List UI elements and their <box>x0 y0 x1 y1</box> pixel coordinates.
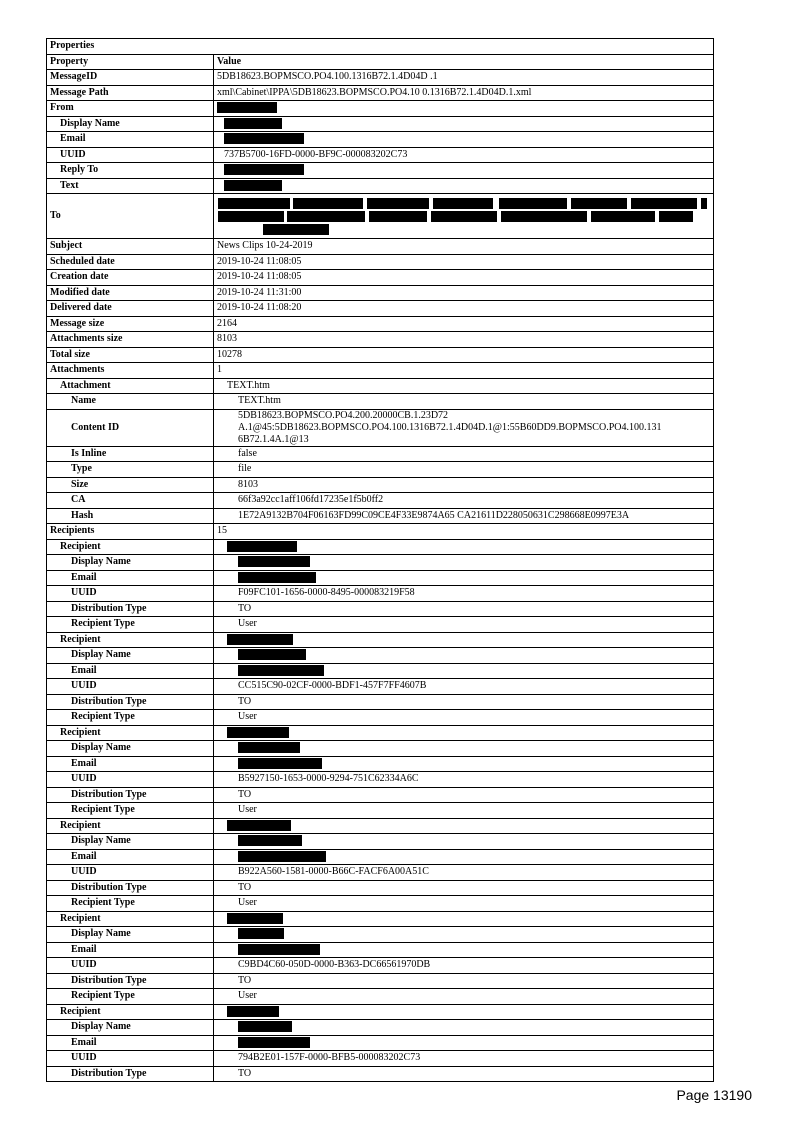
table-header-row <box>47 54 714 70</box>
table-row <box>47 147 714 163</box>
redaction-box <box>218 211 284 222</box>
property-key: Display Name <box>47 116 214 132</box>
table-row <box>47 285 714 301</box>
table-row <box>47 896 714 912</box>
property-key: UUID <box>47 772 214 788</box>
property-key: Delivered date <box>47 301 214 317</box>
redaction-box <box>238 851 326 862</box>
property-value: User <box>214 896 714 912</box>
property-value <box>214 725 714 741</box>
property-key: Distribution Type <box>47 1066 214 1082</box>
property-key: Display Name <box>47 834 214 850</box>
table-row <box>47 617 714 633</box>
table-row <box>47 363 714 379</box>
redaction-box <box>227 820 291 831</box>
table-row <box>47 178 714 194</box>
table-row <box>47 586 714 602</box>
property-key: Recipient <box>47 911 214 927</box>
property-key: Scheduled date <box>47 254 214 270</box>
table-title-row <box>47 39 714 55</box>
table-row <box>47 1004 714 1020</box>
property-value <box>214 1035 714 1051</box>
property-key: Attachments <box>47 363 214 379</box>
property-value: User <box>214 803 714 819</box>
table-row <box>47 1051 714 1067</box>
table-row <box>47 493 714 509</box>
property-value: 1 <box>214 363 714 379</box>
redaction-box <box>224 133 304 144</box>
property-key: Attachment <box>47 378 214 394</box>
property-key: Recipient Type <box>47 710 214 726</box>
table-row <box>47 927 714 943</box>
property-value <box>214 849 714 865</box>
redaction-box <box>238 556 310 567</box>
table-row <box>47 1066 714 1082</box>
property-key: Email <box>47 132 214 148</box>
redaction-box <box>238 742 300 753</box>
table-row <box>47 834 714 850</box>
property-value: B5927150-1653-0000-9294-751C62334A6C <box>214 772 714 788</box>
redaction-box <box>263 224 329 235</box>
property-value: User <box>214 989 714 1005</box>
redaction-box <box>431 211 497 222</box>
property-key: Text <box>47 178 214 194</box>
table-row <box>47 958 714 974</box>
properties-table <box>46 38 714 1082</box>
property-value: file <box>214 462 714 478</box>
redaction-box <box>227 913 283 924</box>
property-key: Display Name <box>47 927 214 943</box>
property-key: Hash <box>47 508 214 524</box>
property-value: 794B2E01-157F-0000-BFB5-000083202C73 <box>214 1051 714 1067</box>
table-row <box>47 316 714 332</box>
table-row <box>47 239 714 255</box>
page-number: Page 13190 <box>676 1087 752 1103</box>
property-value: 5DB18623.BOPMSCO.PO4.200.20000CB.1.23D72 A.1@45:5DB18623.BOPMSCO.PO4.100.1316B72.1.4D04D.1@1:55B60DD9.BOPMSCO.PO4.100.131 6B72.1.4A.1@13 <box>214 409 714 446</box>
redaction-box <box>238 928 284 939</box>
property-value: F09FC101-1656-0000-8495-000083219F58 <box>214 586 714 602</box>
table-row <box>47 1035 714 1051</box>
property-value <box>214 194 714 239</box>
redaction-box <box>631 198 697 209</box>
redaction-box <box>227 1006 279 1017</box>
table-row <box>47 942 714 958</box>
property-key: Creation date <box>47 270 214 286</box>
property-key: Reply To <box>47 163 214 179</box>
redaction-box <box>369 211 427 222</box>
table-row <box>47 973 714 989</box>
property-key: Type <box>47 462 214 478</box>
property-value: TO <box>214 1066 714 1082</box>
table-row <box>47 70 714 86</box>
redaction-box <box>224 118 282 129</box>
property-value: 8103 <box>214 332 714 348</box>
property-value <box>214 570 714 586</box>
table-row <box>47 741 714 757</box>
table-row <box>47 663 714 679</box>
property-key: Email <box>47 1035 214 1051</box>
property-value: 2019-10-24 11:31:00 <box>214 285 714 301</box>
property-key: Recipient Type <box>47 989 214 1005</box>
table-row <box>47 378 714 394</box>
table-row <box>47 254 714 270</box>
property-key: Distribution Type <box>47 973 214 989</box>
property-key: Email <box>47 663 214 679</box>
property-value: 2019-10-24 11:08:05 <box>214 270 714 286</box>
property-key: Recipient Type <box>47 803 214 819</box>
property-value <box>214 927 714 943</box>
property-key: Subject <box>47 239 214 255</box>
table-row <box>47 772 714 788</box>
table-row <box>47 477 714 493</box>
table-row <box>47 409 714 446</box>
table-row <box>47 648 714 664</box>
property-key: Content ID <box>47 409 214 446</box>
redaction-box <box>501 211 587 222</box>
property-value: TO <box>214 973 714 989</box>
property-key: Message Path <box>47 85 214 101</box>
property-key: Recipient <box>47 725 214 741</box>
table-row <box>47 332 714 348</box>
redaction-box <box>571 198 627 209</box>
redaction-box <box>238 835 302 846</box>
table-row <box>47 880 714 896</box>
property-header: Property <box>47 54 214 70</box>
property-key: Display Name <box>47 648 214 664</box>
redaction-box <box>701 198 707 209</box>
property-value: C9BD4C60-050D-0000-B363-DC66561970DB <box>214 958 714 974</box>
property-value: TO <box>214 787 714 803</box>
property-key: Email <box>47 849 214 865</box>
table-row <box>47 163 714 179</box>
property-key: To <box>47 194 214 239</box>
property-value <box>214 132 714 148</box>
redaction-box <box>238 758 322 769</box>
table-row <box>47 462 714 478</box>
table-row <box>47 632 714 648</box>
value-header: Value <box>214 54 714 70</box>
table-row <box>47 989 714 1005</box>
table-row <box>47 539 714 555</box>
redaction-box <box>499 198 567 209</box>
redaction-box <box>224 164 304 175</box>
table-row <box>47 524 714 540</box>
property-key: UUID <box>47 1051 214 1067</box>
property-value: 2019-10-24 11:08:20 <box>214 301 714 317</box>
property-key: Recipient <box>47 818 214 834</box>
table-row <box>47 818 714 834</box>
redaction-box <box>238 665 324 676</box>
property-key: Email <box>47 756 214 772</box>
table-row <box>47 601 714 617</box>
redaction-box <box>293 198 363 209</box>
table-row <box>47 116 714 132</box>
table-row <box>47 101 714 117</box>
table-row <box>47 694 714 710</box>
property-key: Total size <box>47 347 214 363</box>
property-key: Distribution Type <box>47 601 214 617</box>
property-key: UUID <box>47 865 214 881</box>
table-row <box>47 849 714 865</box>
property-value: 66f3a92cc1aff106fd17235e1f5b0ff2 <box>214 493 714 509</box>
property-value <box>214 741 714 757</box>
table-row <box>47 85 714 101</box>
property-value: News Clips 10-24-2019 <box>214 239 714 255</box>
to-recipients-redacted <box>217 196 710 236</box>
redaction-box <box>238 1037 310 1048</box>
property-value: B922A560-1581-0000-B66C-FACF6A00A51C <box>214 865 714 881</box>
property-key: Distribution Type <box>47 694 214 710</box>
property-key: From <box>47 101 214 117</box>
property-key: Display Name <box>47 555 214 571</box>
property-value <box>214 163 714 179</box>
property-value: User <box>214 617 714 633</box>
property-value <box>214 834 714 850</box>
redaction-box <box>433 198 493 209</box>
redaction-box <box>659 211 693 222</box>
redaction-box <box>287 211 365 222</box>
property-key: Recipient <box>47 1004 214 1020</box>
property-key: Recipient <box>47 632 214 648</box>
property-key: Distribution Type <box>47 880 214 896</box>
redaction-box <box>224 180 282 191</box>
property-value <box>214 1004 714 1020</box>
property-value <box>214 116 714 132</box>
table-row <box>47 710 714 726</box>
property-key: Name <box>47 394 214 410</box>
property-key: UUID <box>47 958 214 974</box>
property-value <box>214 756 714 772</box>
property-value <box>214 101 714 117</box>
table-row <box>47 508 714 524</box>
property-value: false <box>214 446 714 462</box>
property-value: 10278 <box>214 347 714 363</box>
redaction-box <box>218 198 290 209</box>
property-value <box>214 178 714 194</box>
table-row <box>47 787 714 803</box>
table-row <box>47 132 714 148</box>
property-key: Distribution Type <box>47 787 214 803</box>
property-key: Attachments size <box>47 332 214 348</box>
redaction-box <box>238 944 320 955</box>
redaction-box <box>227 727 289 738</box>
property-value <box>214 648 714 664</box>
property-key: Recipient Type <box>47 617 214 633</box>
property-key: Display Name <box>47 741 214 757</box>
property-key: Recipient <box>47 539 214 555</box>
table-row <box>47 679 714 695</box>
table-row <box>47 347 714 363</box>
property-key: Recipients <box>47 524 214 540</box>
property-value: 2019-10-24 11:08:05 <box>214 254 714 270</box>
table-row <box>47 1020 714 1036</box>
table-row <box>47 911 714 927</box>
table-row <box>47 865 714 881</box>
redaction-box <box>591 211 655 222</box>
property-key: Display Name <box>47 1020 214 1036</box>
property-value: TO <box>214 880 714 896</box>
property-value <box>214 539 714 555</box>
property-key: Size <box>47 477 214 493</box>
property-key: MessageID <box>47 70 214 86</box>
property-key: Email <box>47 942 214 958</box>
property-key: Modified date <box>47 285 214 301</box>
table-row <box>47 570 714 586</box>
table-row <box>47 394 714 410</box>
table-title: Properties <box>47 39 714 55</box>
property-key: UUID <box>47 679 214 695</box>
property-value: TO <box>214 694 714 710</box>
redaction-box <box>238 572 316 583</box>
property-value: 737B5700-16FD-0000-BF9C-000083202C73 <box>214 147 714 163</box>
property-value: 8103 <box>214 477 714 493</box>
table-row <box>47 301 714 317</box>
property-value <box>214 818 714 834</box>
property-key: CA <box>47 493 214 509</box>
property-value: 1E72A9132B704F06163FD99C09CE4F33E9874A65 CA21611D228050631C298668E0997E3A <box>214 508 714 524</box>
redaction-box <box>227 634 293 645</box>
property-value: TO <box>214 601 714 617</box>
table-row <box>47 194 714 239</box>
property-value <box>214 663 714 679</box>
property-value <box>214 942 714 958</box>
property-key: Recipient Type <box>47 896 214 912</box>
redaction-box <box>367 198 429 209</box>
property-value: 15 <box>214 524 714 540</box>
property-key: UUID <box>47 586 214 602</box>
property-value <box>214 632 714 648</box>
property-value: 2164 <box>214 316 714 332</box>
property-value: User <box>214 710 714 726</box>
property-value: TEXT.htm <box>214 394 714 410</box>
property-value <box>214 1020 714 1036</box>
property-value: TEXT.htm <box>214 378 714 394</box>
redaction-box <box>217 102 277 113</box>
table-row <box>47 725 714 741</box>
table-row <box>47 803 714 819</box>
property-value: CC515C90-02CF-0000-BDF1-457F7FF4607B <box>214 679 714 695</box>
redaction-box <box>238 649 306 660</box>
table-row <box>47 446 714 462</box>
property-key: Is Inline <box>47 446 214 462</box>
redaction-box <box>227 541 297 552</box>
redaction-box <box>238 1021 292 1032</box>
property-value <box>214 555 714 571</box>
property-key: Email <box>47 570 214 586</box>
table-row <box>47 270 714 286</box>
table-row <box>47 756 714 772</box>
table-row <box>47 555 714 571</box>
property-key: Message size <box>47 316 214 332</box>
property-key: UUID <box>47 147 214 163</box>
property-value: 5DB18623.BOPMSCO.PO4.100.1316B72.1.4D04D .1 <box>214 70 714 86</box>
property-value <box>214 911 714 927</box>
property-value: xml\Cabinet\IPPA\5DB18623.BOPMSCO.PO4.10 0.1316B72.1.4D04D.1.xml <box>214 85 714 101</box>
